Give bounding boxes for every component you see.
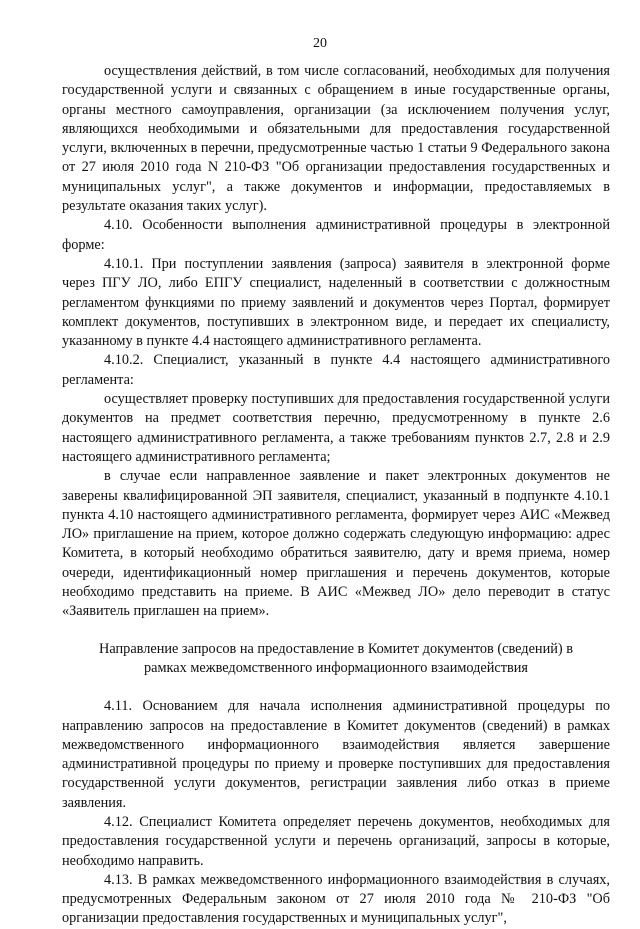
section-heading-line-1: Направление запросов на предоставление в Комитет документов (сведений) в (99, 640, 573, 657)
paragraph-4-10-2: 4.10.2. Специалист, указанный в пункте 4.4 настоящего административного регламента: (62, 352, 610, 388)
section-heading-line-2: рамках межведомственного информационного взаимодействия (143, 659, 528, 676)
document-body (62, 62, 610, 929)
paragraph-verification: осуществляет проверку поступивших для предоставления государственной услуги документов на предмет соответствия перечню, предусмотренному в пункте 2.6 настоящего административного регламента, а также требованиям пунктов 2.7, 2.8 и 2.9 настоящего административного регламента; (62, 391, 610, 465)
page-number: 20 (313, 36, 327, 51)
paragraph-4-10-1: 4.10.1. При поступлении заявления (запроса) заявителя в электронной форме через ПГУ ЛО, либо ЕПГУ специалист, наделенный в соответствии с должностным регламентом функциями по приему заявлений и документов через Портал, формирует комплект документов, поступивших в электронном виде, и передает их специалисту, указанному в пункте 4.4 настоящего административного регламента. (62, 255, 610, 350)
paragraph-invitation: в случае если направленное заявление и пакет электронных документов не заверены квалифицированной ЭП заявителя, специалист, указанный в подпункте 4.10.1 пункта 4.10 настоящего административного регламента, формирует через АИС «Межвед ЛО» приглашение на прием, которое должно содержать следующую информацию: адрес Комитета, в который необходимо обратиться заявителю, дату и время приема, номер очереди, идентификационный номер приглашения и перечень документов, которые необходимо представить на приеме. В АИС «Межвед ЛО» дело переводит в статус «Заявитель приглашен на прием». (62, 468, 610, 620)
paragraph-4-12: 4.12. Специалист Комитета определяет перечень документов, необходимых для предоставления государственной услуги и перечень организаций, запросы в которые, необходимо направить. (62, 813, 610, 869)
paragraph-continuation: осуществления действий, в том числе согласований, необходимых для получения государственной услуги и связанных с обращением в иные государственные органы, органы местного самоуправления, организации (за исключением получения услуг, являющихся необходимыми и обязательными для предоставления государственной услуги, включенных в перечни, предусмотренные частью 1 статьи 9 Федерального закона от 27 июля 2010 года N 210-ФЗ "Об организации предоставления государственных и муниципальных услуг", а также документов и информации, предоставляемых в результате оказания таких услуг). (62, 63, 610, 215)
paragraph-4-10: 4.10. Особенности выполнения административной процедуры в электронной форме: (62, 217, 610, 253)
paragraph-4-11: 4.11. Основанием для начала исполнения административной процедуры по направлению запросов на предоставление в Комитет документов (сведений) в рамках межведомственного информационного взаимодействия является завершение административной процедуры по приему и проверке поступивших для предоставления государственной услуги документов, регистрации заявления либо отказ в приеме заявления. (62, 698, 610, 811)
paragraph-4-13: 4.13. В рамках межведомственного информационного взаимодействия в случаях, предусмотренных Федеральным законом от 27 июля 2010 года № 210-ФЗ "Об организации предоставления государственных и муниципальных услуг", (62, 871, 610, 927)
